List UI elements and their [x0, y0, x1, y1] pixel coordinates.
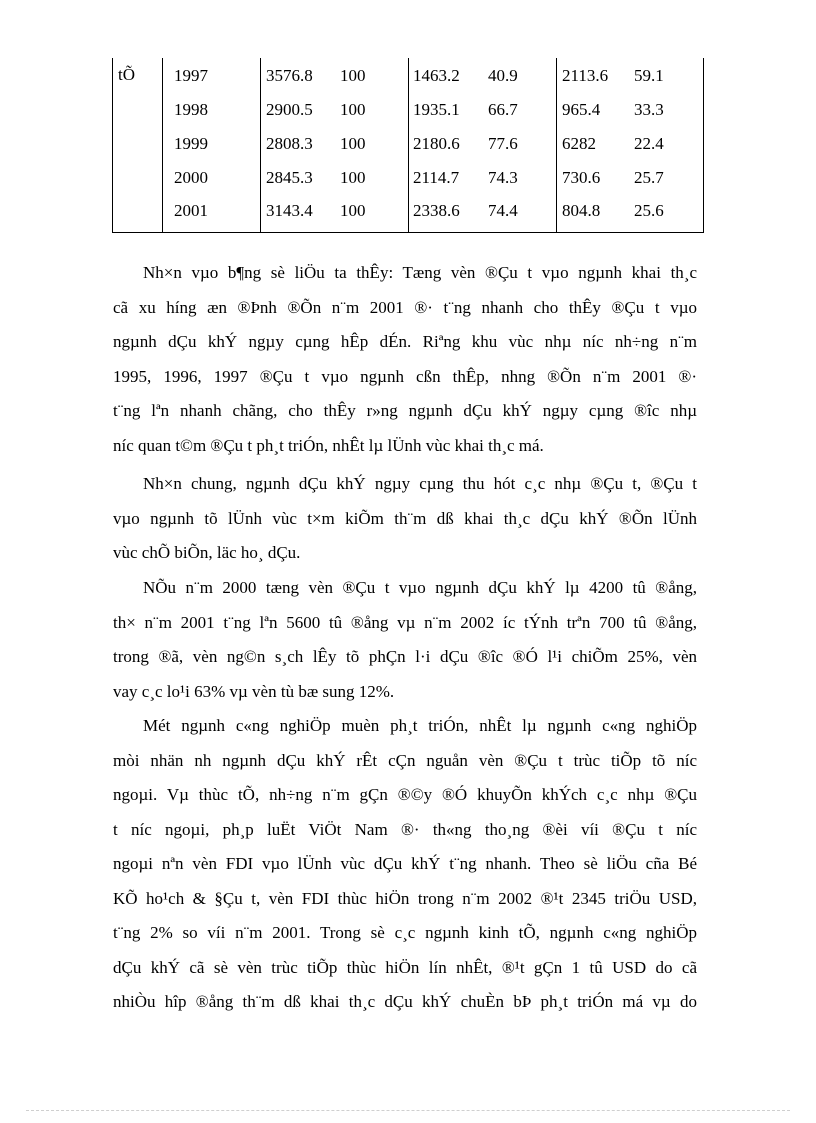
year-cell: 2001 [174, 201, 208, 220]
body-paragraph [113, 571, 697, 709]
value-cell: 2845.3 [266, 168, 313, 187]
value-cell: 2180.6 [413, 134, 460, 153]
paragraph-line: t¨ng lªn nhanh chãng, cho thÊy r»ng ngµnh dÇu khÝ ngµy cµng ®îc nhµ [113, 401, 697, 420]
table-divider [260, 58, 261, 232]
value-cell: 100 [340, 100, 366, 119]
paragraph-line: Mét ngµnh c«ng nghiÖp muèn ph¸t triÓn, nhÊt lµ ngµnh c«ng nghiÖp [143, 716, 697, 735]
paragraph-line: t níc ngoµi, ph¸p luËt ViÖt Nam ®· th«ng tho¸ng ®èi víi ®Çu t níc [113, 819, 697, 839]
value-cell: 2900.5 [266, 100, 313, 119]
value-cell: 66.7 [488, 100, 518, 119]
table-label: tÕ [118, 65, 135, 84]
paragraph-line: ngoµi. Vµ thùc tÕ, nh÷ng n¨m gÇn ®©y ®Ó khuyÕn khÝch c¸c nhµ ®Çu [113, 785, 697, 804]
year-cell: 1997 [174, 66, 208, 85]
value-cell: 1935.1 [413, 100, 460, 119]
value-cell: 2113.6 [562, 66, 609, 85]
value-cell: 40.9 [488, 66, 518, 85]
page-bottom-rule [26, 1110, 790, 1111]
value-cell: 1463.2 [413, 66, 460, 85]
year-cell: 2000 [174, 168, 208, 187]
value-cell: 22.4 [634, 134, 664, 153]
value-cell: 965.4 [562, 100, 601, 119]
body-paragraph [113, 256, 697, 463]
table-divider [162, 58, 163, 232]
paragraph-line: vùc chÕ biÕn, läc ho¸ dÇu. [113, 543, 301, 562]
paragraph-line: cã xu híng æn ®Þnh ®Õn n¨m 2001 ®· t¨ng nhanh cho thÊy ®Çu t vµo [113, 297, 697, 317]
value-cell: 25.7 [634, 168, 664, 187]
paragraph-line: ngoµi nªn vèn FDI vµo lÜnh vùc dÇu khÝ t¨ng nhanh. Theo sè liÖu cña Bé [113, 854, 697, 873]
value-cell: 100 [340, 66, 366, 85]
value-cell: 3576.8 [266, 66, 313, 85]
body-paragraph [113, 467, 697, 571]
value-cell: 100 [340, 168, 366, 187]
paragraph-line: vay c¸c lo¹i 63% vµ vèn tù bæ sung 12%. [113, 681, 395, 701]
data-table [112, 58, 704, 233]
value-cell: 6282 [562, 134, 596, 153]
paragraph-line: níc quan t©m ®Çu t ph¸t triÓn, nhÊt lµ lÜnh vùc khai th¸c má. [113, 435, 544, 455]
value-cell: 74.3 [488, 168, 518, 187]
paragraph-line: t¨ng 2% so víi n¨m 2001. Trong sè c¸c ngµnh kinh tÕ, ngµnh c«ng nghiÖp [113, 923, 697, 942]
value-cell: 74.4 [488, 201, 518, 220]
value-cell: 25.6 [634, 201, 664, 220]
paragraph-line: Nh×n chung, ngµnh dÇu khÝ ngµy cµng thu hót c¸c nhµ ®Çu t, ®Çu t [143, 474, 697, 493]
year-cell: 1998 [174, 100, 208, 119]
paragraph-line: trong ®ã, vèn ng©n s¸ch lÊy tõ phÇn l·i dÇu ®îc ®Ó l¹i chiÕm 25%, vèn [113, 647, 697, 666]
paragraph-line: KÕ ho¹ch & §Çu t, vèn FDI thùc hiÖn trong n¨m 2002 ®¹t 2345 triÖu USD, [113, 888, 697, 908]
paragraph-line: dÇu khÝ cã sè vèn trùc tiÕp thùc hiÖn lín nhÊt, ®¹t gÇn 1 tû USD do cã [113, 957, 697, 977]
value-cell: 33.3 [634, 100, 664, 119]
paragraph-line: Nh×n vµo b¶ng sè liÖu ta thÊy: Tæng vèn ®Çu t vµo ngµnh khai th¸c [143, 263, 697, 282]
paragraph-line: ngµnh dÇu khÝ ngµy cµng hÊp dÉn. Riªng khu vùc nhµ níc nh÷ng n¨m [113, 332, 697, 351]
value-cell: 2338.6 [413, 201, 460, 220]
paragraph-line: NÕu n¨m 2000 tæng vèn ®Çu t vµo ngµnh dÇu khÝ lµ 4200 tû ®ång, [143, 578, 697, 597]
paragraph-line: vµo ngµnh tõ lÜnh vùc t×m kiÕm th¨m dß khai th¸c dÇu khÝ ®Õn lÜnh [113, 508, 697, 528]
year-cell: 1999 [174, 134, 208, 153]
value-cell: 100 [340, 201, 366, 220]
value-cell: 2114.7 [413, 168, 460, 187]
value-cell: 3143.4 [266, 201, 313, 220]
value-cell: 100 [340, 134, 366, 153]
table-divider [556, 58, 557, 232]
value-cell: 77.6 [488, 134, 518, 153]
table-border-left [112, 58, 113, 232]
paragraph-line: mòi nhän nh ngµnh dÇu khÝ rÊt cÇn nguån vèn ®Çu t trùc tiÕp tõ níc [113, 750, 697, 770]
body-paragraph [113, 709, 697, 1020]
table-divider [408, 58, 409, 232]
value-cell: 2808.3 [266, 134, 313, 153]
paragraph-line: th× n¨m 2001 t¨ng lªn 5600 tû ®ång vµ n¨m 2002 íc tÝnh trªn 700 tû ®ång, [113, 612, 697, 632]
value-cell: 59.1 [634, 66, 664, 85]
value-cell: 730.6 [562, 168, 601, 187]
table-border-right [703, 58, 704, 232]
value-cell: 804.8 [562, 201, 601, 220]
paragraph-line: nhiÒu hîp ®ång th¨m dß khai th¸c dÇu khÝ chuÈn bÞ ph¸t triÓn má vµ do [113, 992, 697, 1011]
paragraph-line: 1995, 1996, 1997 ®Çu t vµo ngµnh cßn thÊp, nhng ®Õn n¨m 2001 ®· [113, 366, 697, 386]
